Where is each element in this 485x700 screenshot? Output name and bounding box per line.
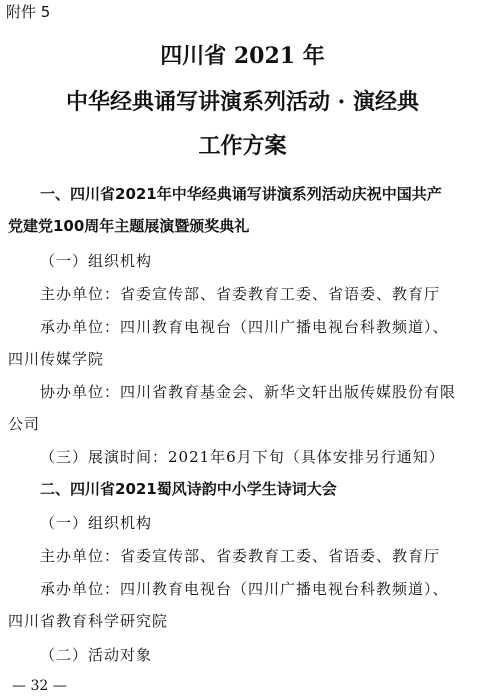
- host-units-2: 主办单位：省委宣传部、省委教育工委、省语委、教育厅: [40, 547, 441, 565]
- attachment-label: 附件 5: [6, 3, 51, 21]
- document-title-line-2: 中华经典诵写讲演系列活动 · 演经典: [66, 89, 419, 115]
- co-organizer-units-cont: 公司: [8, 415, 41, 433]
- section-one-heading: 一、四川省2021年中华经典诵写讲演系列活动庆祝中国共产: [40, 185, 442, 203]
- document-title-line-1: 四川省 2021 年: [160, 43, 325, 69]
- organizer-units-cont: 四川传媒学院: [8, 350, 105, 368]
- page-number: — 32 —: [12, 678, 67, 694]
- organizer-units-2-cont: 四川省教育科学研究院: [8, 612, 169, 630]
- organizer-units: 承办单位：四川教育电视台（四川广播电视台科教频道）、: [40, 318, 449, 336]
- section-one-heading-cont: 党建党100周年主题展演暨颁奖典礼: [8, 217, 250, 235]
- co-organizer-units: 协办单位：四川省教育基金会、新华文轩出版传媒股份有限: [40, 383, 457, 401]
- subsection-organization: （一）组织机构: [40, 252, 153, 270]
- host-units: 主办单位：省委宣传部、省委教育工委、省语委、教育厅: [40, 285, 441, 303]
- section-two-heading: 二、四川省2021蜀风诗韵中小学生诗词大会: [40, 480, 337, 498]
- organizer-units-2: 承办单位：四川教育电视台（四川广播电视台科教频道）、: [40, 580, 449, 598]
- subsection-participants: （二）活动对象: [40, 646, 153, 664]
- performance-time: （三）展演时间：2021年6月下旬（具体安排另行通知）: [40, 448, 445, 466]
- document-title-line-3: 工作方案: [198, 133, 287, 159]
- subsection-organization-2: （一）组织机构: [40, 514, 153, 532]
